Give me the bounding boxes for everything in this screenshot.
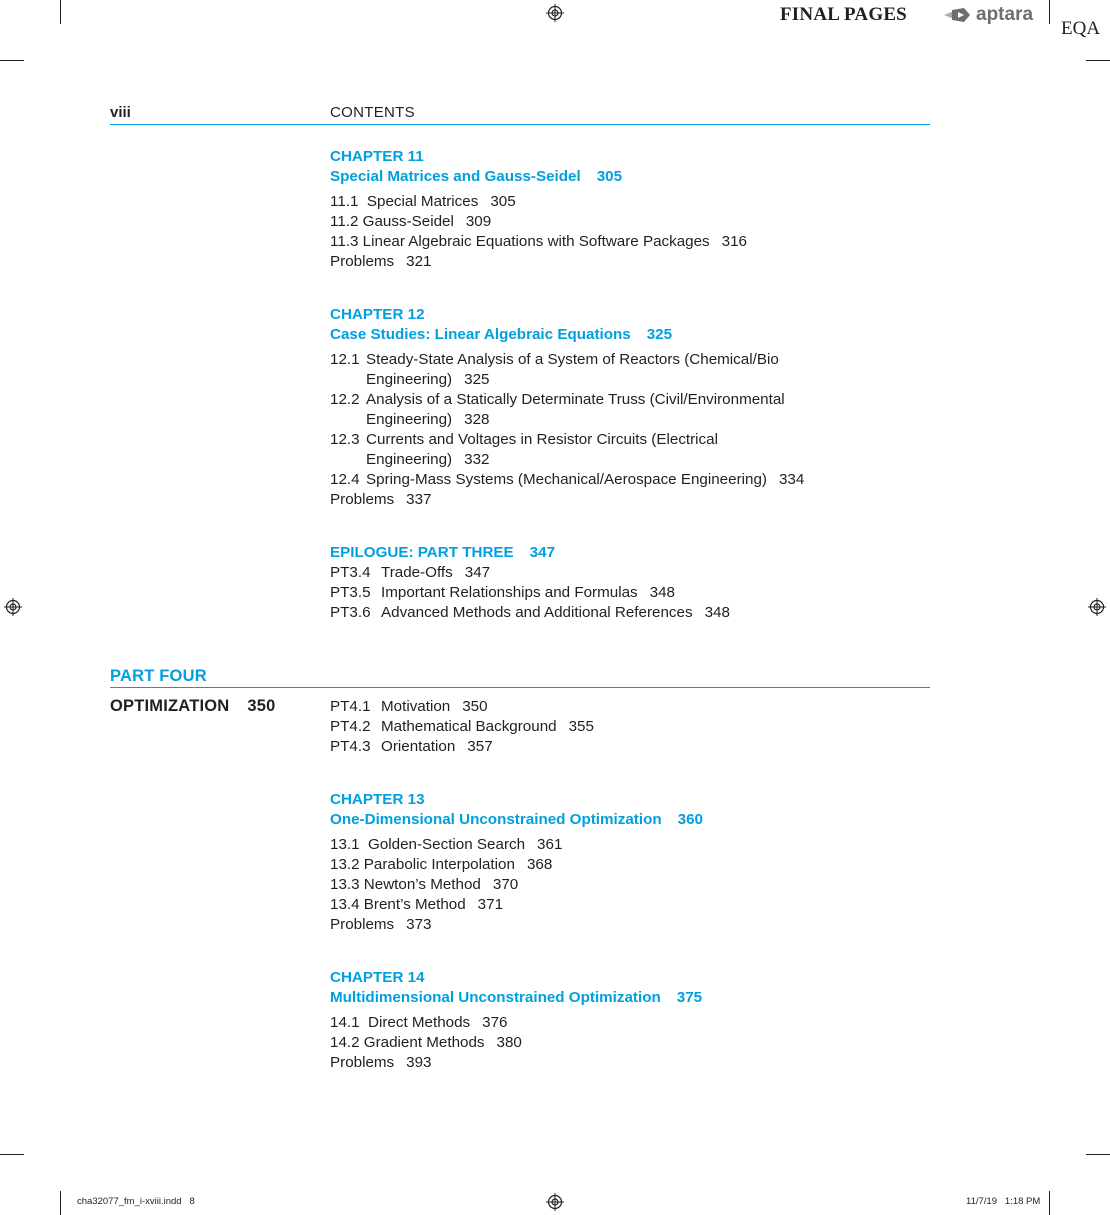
entry-text: Steady-State Analysis of a System of Reactors (Chemical/Bio Engineering)	[366, 351, 779, 388]
entry-number: PT4.3	[330, 738, 371, 755]
entry-page: 371	[477, 896, 504, 913]
chapter-13-block	[330, 790, 930, 935]
entry-page: 370	[492, 876, 519, 893]
toc-entry	[330, 212, 930, 232]
registration-mark-icon	[1088, 598, 1106, 616]
entry-text: Trade-Offs	[381, 564, 453, 581]
toc-entry	[330, 1053, 930, 1073]
entry-page: 376	[482, 1014, 508, 1031]
entry-text: Parabolic Interpolation	[363, 856, 515, 873]
entry-number: 13.1	[330, 836, 360, 853]
entry-page: 393	[406, 1054, 432, 1071]
entry-text: Problems	[330, 916, 395, 933]
chapter-page: 305	[596, 168, 623, 185]
eqa-code: EQA	[1061, 18, 1101, 39]
chapter-11-block	[330, 147, 930, 272]
epilogue-title-text: EPILOGUE: PART THREE	[330, 544, 514, 561]
entry-page: 348	[649, 584, 675, 601]
entry-text: Newton’s Method	[363, 876, 481, 893]
chapter-page: 360	[677, 811, 703, 828]
entry-text: Gauss-Seidel	[362, 213, 454, 230]
part-page: 350	[247, 697, 276, 715]
entry-number: PT3.4	[330, 564, 371, 581]
toc-entry	[330, 875, 930, 895]
entry-page: 321	[406, 253, 432, 270]
entry-number: 14.2	[330, 1034, 360, 1051]
toc-entry	[330, 563, 930, 583]
entry-page: 348	[704, 604, 730, 621]
entry-text: Currents and Voltages in Resistor Circuits (Electrical Engineering)	[366, 431, 718, 468]
chapter-number: CHAPTER 13	[330, 791, 425, 808]
toc-entry	[330, 252, 930, 272]
entry-page: 361	[537, 836, 563, 853]
entry-number: 11.1	[330, 193, 359, 210]
entry-number: 13.2	[330, 856, 360, 873]
toc-entry	[330, 350, 930, 390]
entry-page: 337	[406, 491, 432, 508]
entry-page: 325	[464, 371, 490, 388]
entry-text: Gradient Methods	[363, 1034, 485, 1051]
toc-entry	[330, 1013, 930, 1033]
entry-number: 12.2	[330, 391, 360, 408]
part-label: PART FOUR	[110, 667, 207, 685]
entry-page: 373	[406, 916, 432, 933]
crop-mark	[0, 60, 24, 61]
entry-page: 357	[467, 738, 493, 755]
entry-number: 11.2	[330, 213, 359, 230]
toc-entry	[330, 895, 930, 915]
epilogue-title	[330, 543, 930, 563]
toc-entry	[330, 430, 930, 470]
entry-number: PT4.1	[330, 698, 371, 715]
chapter-12-block	[330, 305, 930, 510]
aptara-logo	[944, 3, 1033, 27]
chapter-title	[330, 167, 930, 187]
entry-number: 13.3	[330, 876, 360, 893]
footer-file-name: cha32077_fm_i-xviii.indd 8	[77, 1196, 195, 1207]
entry-text: Linear Algebraic Equations with Software Packages	[362, 233, 710, 250]
entry-page: 380	[496, 1034, 522, 1051]
entry-page: 350	[462, 698, 488, 715]
crop-mark	[60, 1191, 61, 1215]
chapter-title-text: Multidimensional Unconstrained Optimization	[330, 989, 661, 1006]
entry-page: 316	[721, 233, 747, 250]
entry-text: Mathematical Background	[381, 718, 557, 735]
entry-number: 12.3	[330, 431, 360, 448]
part-rule	[110, 687, 930, 688]
chapter-title	[330, 810, 930, 830]
entry-text: Analysis of a Statically Determinate Truss (Civil/Environmental Engineering)	[366, 391, 785, 428]
toc-entry	[330, 855, 930, 875]
chapter-number: CHAPTER 14	[330, 969, 425, 986]
running-head-title: CONTENTS	[330, 104, 415, 121]
entry-page: 355	[568, 718, 594, 735]
entry-page: 332	[464, 451, 490, 468]
aptara-wordmark: aptara	[976, 4, 1034, 25]
entry-page: 347	[464, 564, 491, 581]
toc-entry	[330, 583, 930, 603]
page-folio: viii	[110, 104, 131, 121]
chapter-number: CHAPTER 12	[330, 306, 425, 323]
toc-entry	[330, 603, 930, 623]
entry-text: Brent’s Method	[363, 896, 466, 913]
entry-page: 328	[464, 411, 490, 428]
entry-page: 334	[778, 471, 805, 488]
crop-mark	[1049, 1191, 1050, 1215]
entry-page: 305	[490, 193, 516, 210]
entry-text: Spring-Mass Systems (Mechanical/Aerospace Engineering)	[366, 471, 767, 488]
crop-mark	[1086, 1154, 1110, 1155]
part-name-text: OPTIMIZATION	[110, 697, 230, 715]
part-name	[110, 697, 276, 716]
part-four-entries	[330, 697, 930, 757]
chapter-title	[330, 988, 930, 1008]
chapter-title-text: Special Matrices and Gauss-Seidel	[330, 168, 581, 185]
crop-mark	[60, 0, 61, 24]
entry-number: 11.3	[330, 233, 359, 250]
toc-entry	[330, 470, 930, 490]
crop-mark	[1086, 60, 1110, 61]
toc-entry	[330, 737, 930, 757]
chapter-14-block	[330, 968, 930, 1073]
chapter-title	[330, 325, 930, 345]
entry-text: Golden-Section Search	[368, 836, 526, 853]
toc-entry	[330, 192, 930, 212]
epilogue-page: 347	[529, 544, 556, 561]
entry-number: 13.4	[330, 896, 360, 913]
registration-mark-icon	[546, 4, 564, 22]
entry-number: PT3.6	[330, 604, 371, 621]
entry-text: Special Matrices	[366, 193, 479, 210]
entry-text: Direct Methods	[368, 1014, 471, 1031]
entry-text: Problems	[330, 1054, 395, 1071]
registration-mark-icon	[4, 598, 22, 616]
toc-entry	[330, 697, 930, 717]
entry-text: Motivation	[381, 698, 451, 715]
header-rule	[110, 124, 930, 125]
entry-page: 309	[465, 213, 492, 230]
toc-entry	[330, 717, 930, 737]
aptara-mark-icon	[944, 6, 972, 24]
chapter-title-text: Case Studies: Linear Algebraic Equations	[330, 326, 631, 343]
toc-entry	[330, 490, 930, 510]
toc-entry	[330, 1033, 930, 1053]
entry-number: PT4.2	[330, 718, 371, 735]
chapter-page: 375	[676, 989, 703, 1006]
entry-number: 14.1	[330, 1014, 360, 1031]
entry-text: Orientation	[381, 738, 456, 755]
final-pages-label: FINAL PAGES	[780, 4, 907, 25]
entry-text: Advanced Methods and Additional References	[381, 604, 693, 621]
toc-entry	[330, 390, 930, 430]
entry-number: PT3.5	[330, 584, 371, 601]
toc-entry	[330, 915, 930, 935]
entry-page: 368	[526, 856, 553, 873]
footer-timestamp: 11/7/19 1:18 PM	[966, 1196, 1041, 1207]
entry-text: Problems	[330, 491, 395, 508]
entry-number: 12.4	[330, 471, 360, 488]
chapter-page: 325	[646, 326, 673, 343]
entry-text: Problems	[330, 253, 395, 270]
crop-mark	[0, 1154, 24, 1155]
entry-text: Important Relationships and Formulas	[381, 584, 638, 601]
entry-number: 12.1	[330, 351, 360, 368]
chapter-title-text: One-Dimensional Unconstrained Optimization	[330, 811, 662, 828]
registration-mark-icon	[546, 1193, 564, 1211]
crop-mark	[1049, 0, 1050, 24]
toc-entry	[330, 835, 930, 855]
toc-entry	[330, 232, 930, 252]
chapter-number: CHAPTER 11	[330, 148, 424, 165]
epilogue-part-three-block	[330, 543, 930, 623]
